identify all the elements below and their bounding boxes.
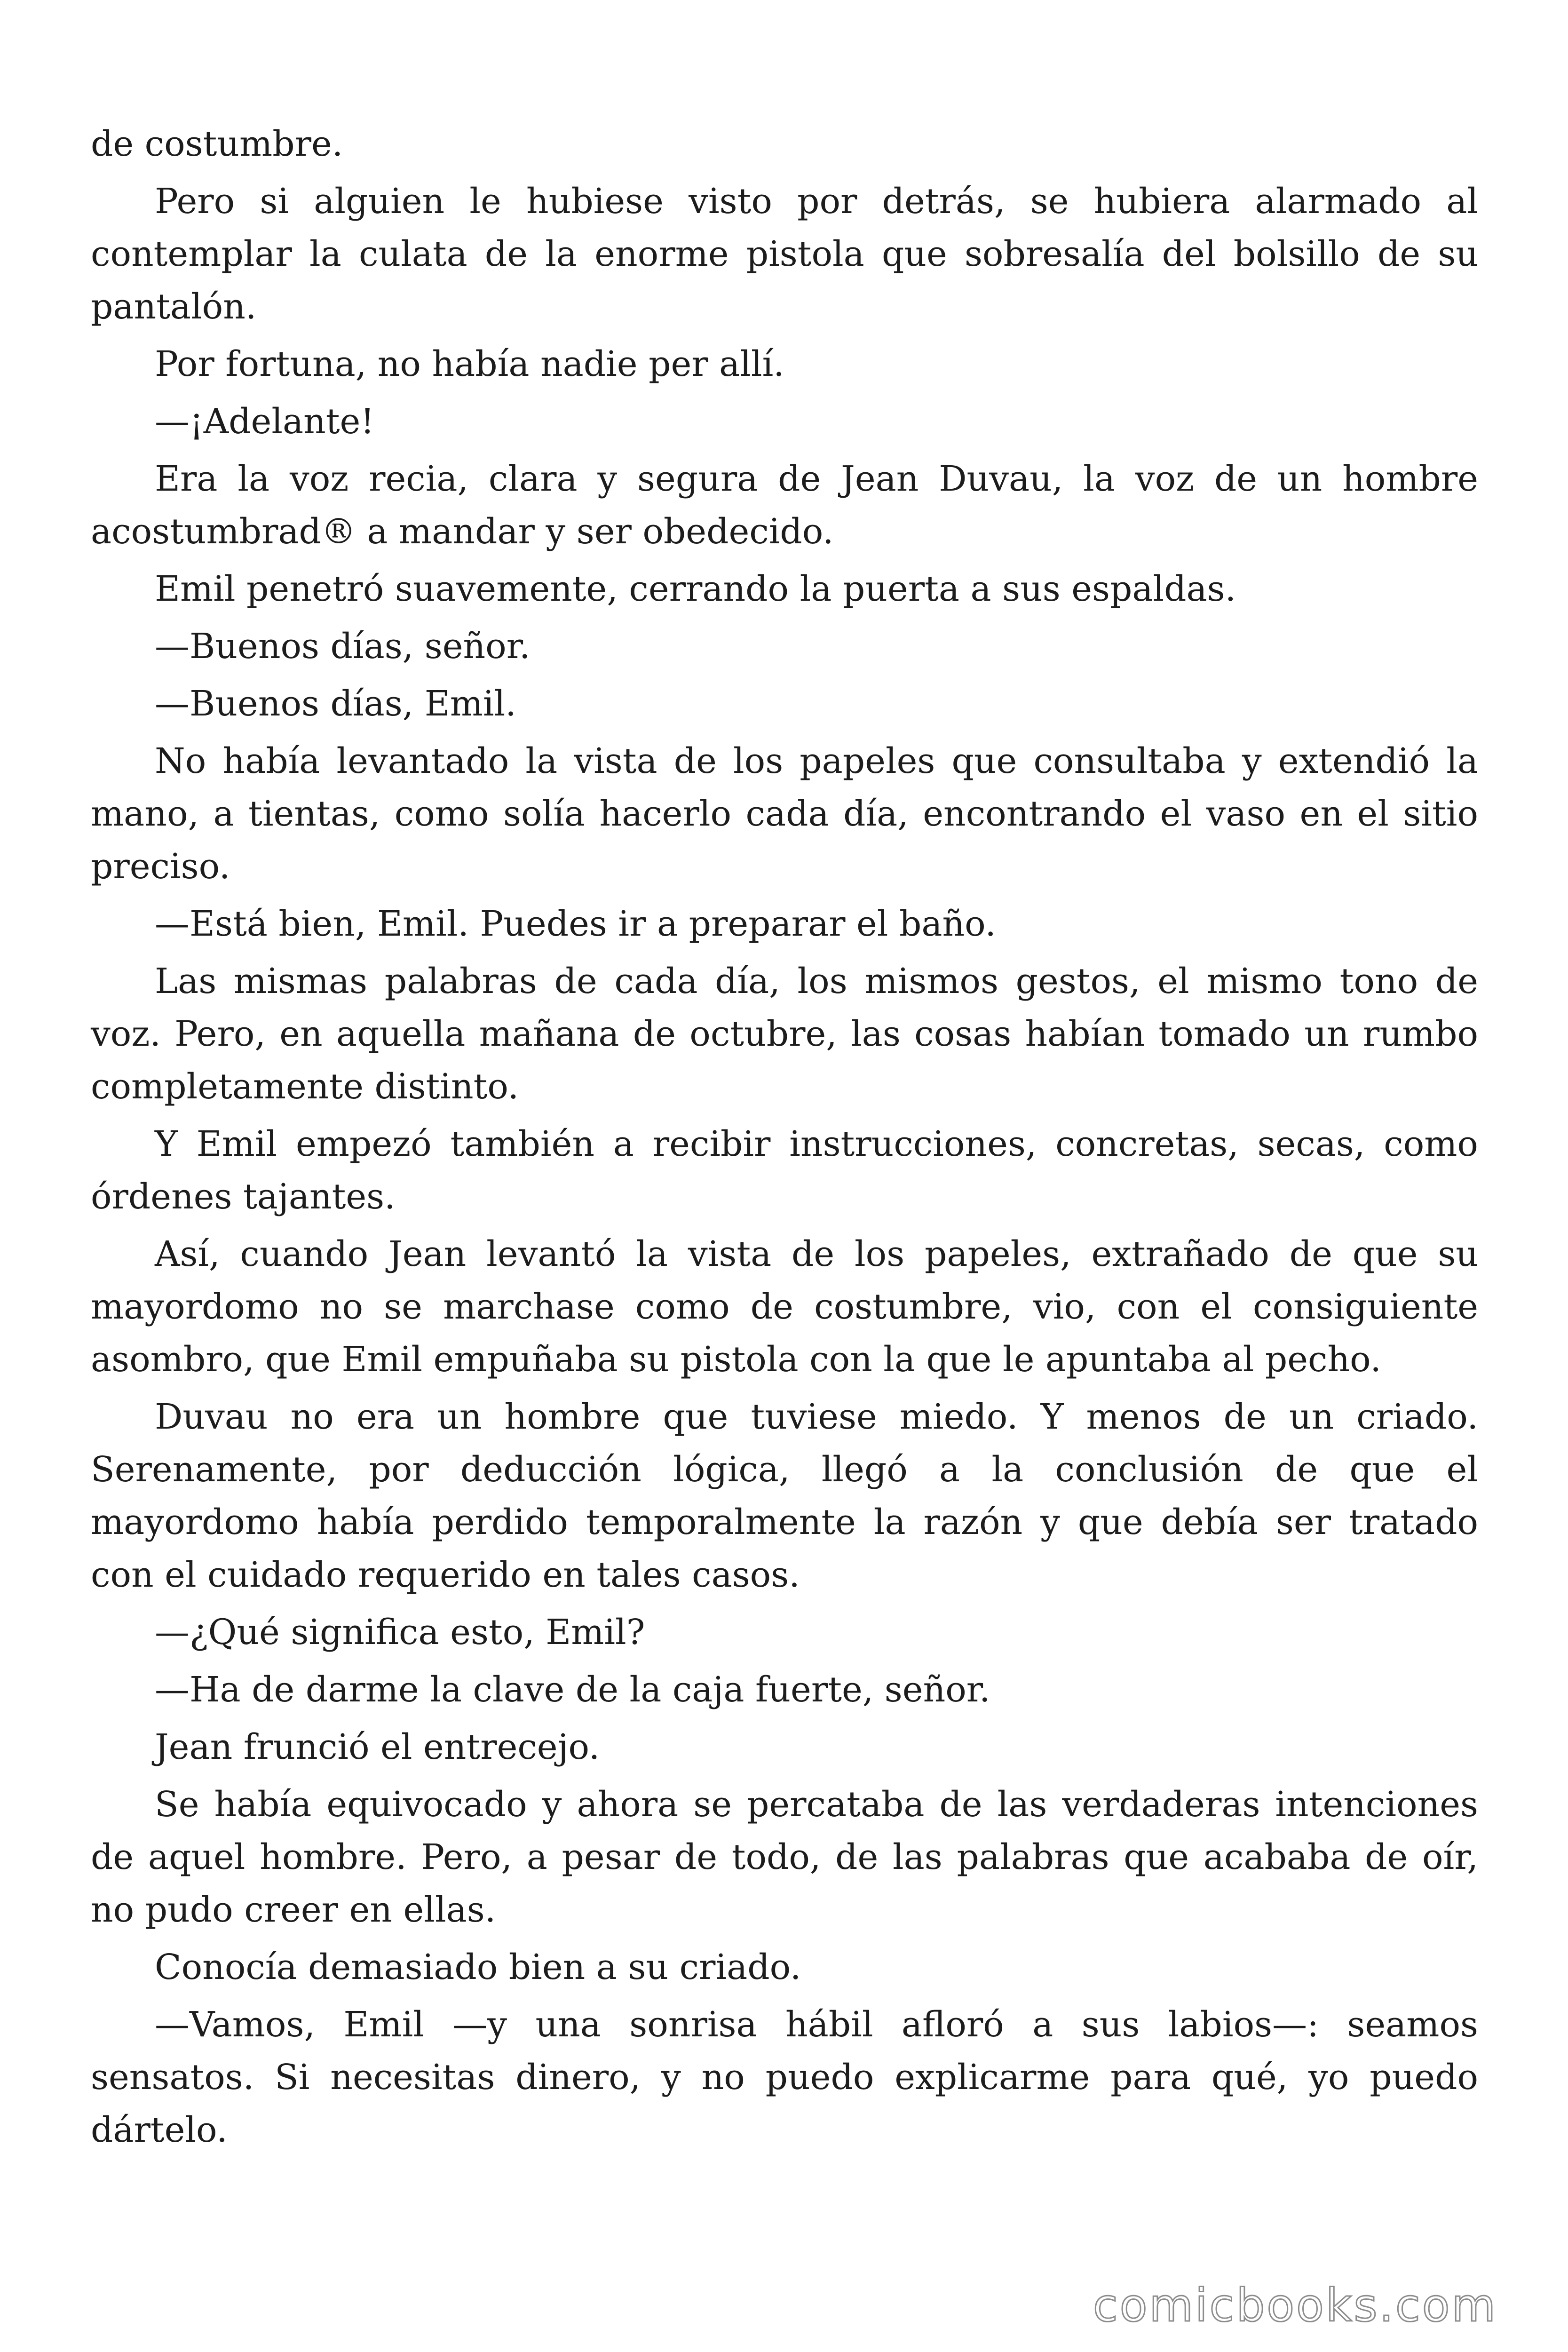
dialogue-line: —Ha de darme la clave de la caja fuerte, señor. — [155, 1669, 990, 1710]
book-page — [91, 118, 1478, 2234]
paragraph: Y Emil empezó también a recibir instrucciones, concretas, secas, como órdenes tajantes. — [91, 1124, 1478, 1217]
dialogue-line: —¡Adelante! — [155, 401, 375, 442]
paragraph: Duvau no era un hombre que tuviese miedo. Y menos de un criado. Serenamente, por deducción lógica, llegó a la conclusión de que el mayordomo había perdido temporalmente la razón y que debía ser tratado con el cuidado requerido en tales casos. — [91, 1397, 1478, 1595]
paragraph: Así, cuando Jean levantó la vista de los papeles, extrañado de que su mayordomo no se marchase como de costumbre, vio, con el consiguiente asombro, que Emil empuñaba su pistola con la que le apuntaba al pecho. — [91, 1234, 1478, 1380]
paragraph: Por fortuna, no había nadie per allí. — [155, 344, 784, 384]
site-watermark: comicbooks.com — [1093, 2279, 1497, 2332]
paragraph: Las mismas palabras de cada día, los mismos gestos, el mismo tono de voz. Pero, en aquella mañana de octubre, las cosas habían tomado un rumbo completamente distinto. — [91, 961, 1478, 1107]
paragraph: No había levantado la vista de los papeles que consultaba y extendió la mano, a tientas, como solía hacerlo cada día, encontrando el vaso en el sitio preciso. — [91, 741, 1478, 887]
paragraph: Pero si alguien le hubiese visto por detrás, se hubiera alarmado al contemplar la culata de la enorme pistola que sobresalía del bolsillo de su pantalón. — [91, 181, 1478, 327]
paragraph: Jean frunció el entrecejo. — [155, 1727, 600, 1767]
paragraph-continuation: de costumbre. — [91, 124, 343, 164]
paragraph: Se había equivocado y ahora se percataba de las verdaderas intenciones de aquel hombre. Pero, a pesar de todo, de las palabras que acababa de oír, no pudo creer en ellas. — [91, 1784, 1478, 1930]
dialogue-line: —¿Qué significa esto, Emil? — [155, 1612, 645, 1653]
paragraph: Emil penetró suavemente, cerrando la puerta a sus espaldas. — [155, 569, 1236, 609]
dialogue-line: —Vamos, Emil —y una sonrisa hábil afloró a sus labios—: seamos sensatos. Si necesitas dinero, y no puedo explicarme para qué, yo puedo dártelo. — [91, 2004, 1478, 2150]
dialogue-line: —Buenos días, señor. — [155, 626, 531, 667]
paragraph: Conocía demasiado bien a su criado. — [155, 1947, 801, 1987]
dialogue-line: —Buenos días, Emil. — [155, 683, 516, 724]
paragraph: Era la voz recia, clara y segura de Jean Duvau, la voz de un hombre acostumbrad® a mandar y ser obedecido. — [91, 459, 1478, 552]
dialogue-line: —Está bien, Emil. Puedes ir a preparar el baño. — [155, 904, 996, 944]
